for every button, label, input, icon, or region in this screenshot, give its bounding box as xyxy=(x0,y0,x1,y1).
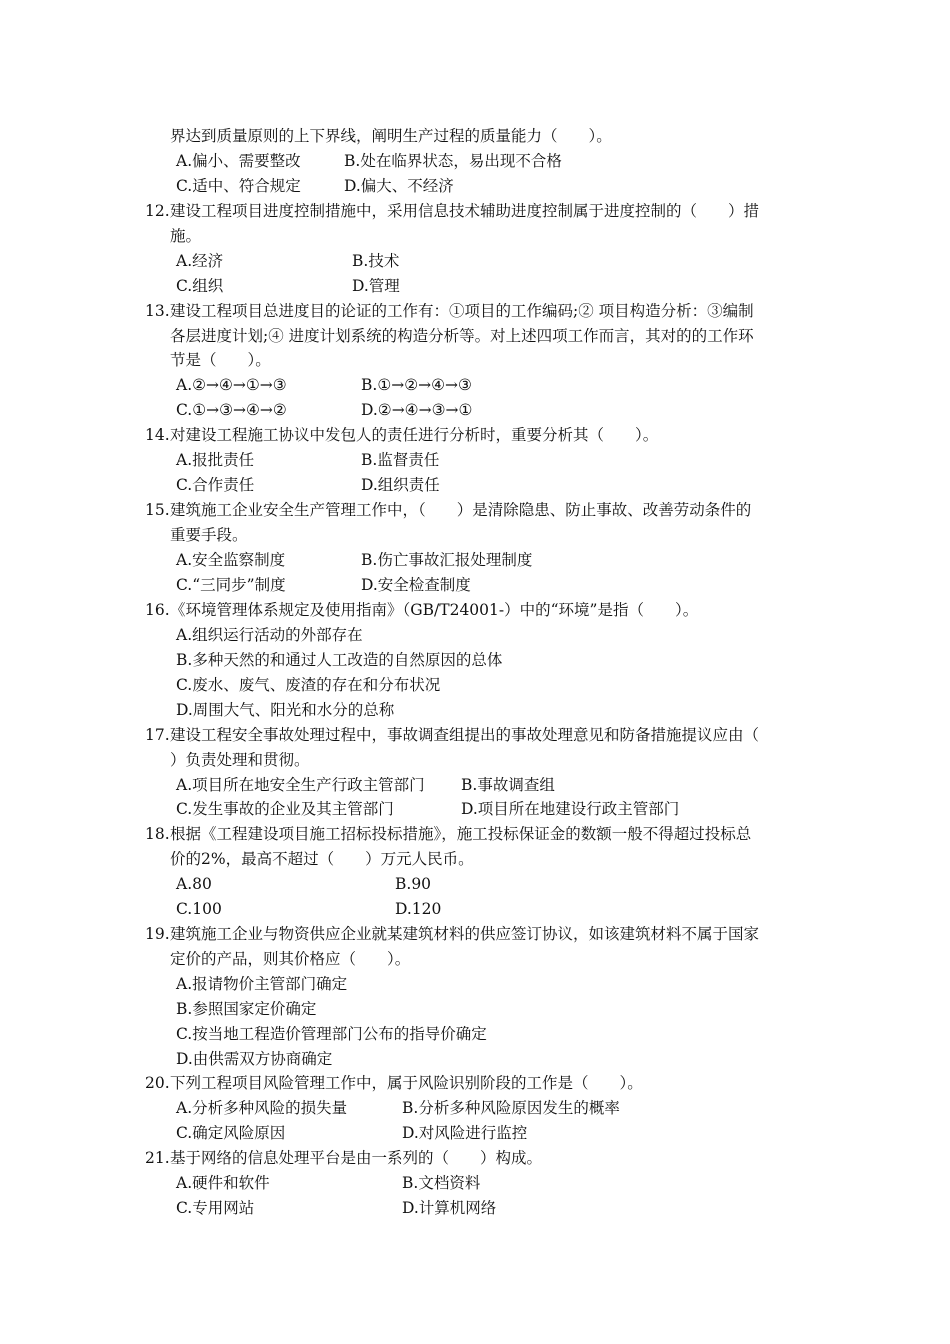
question-number: 21. xyxy=(145,1149,170,1167)
question-number: 17. xyxy=(145,726,170,744)
option-a: A.报批责任 xyxy=(176,451,255,469)
option-a: A.偏小、需要整改 xyxy=(176,152,301,170)
option-c: C.适中、符合规定 xyxy=(176,177,301,195)
question-text-line: 各层进度计划;④ 进度计划系统的构造分析等。对上述四项工作而言，其对的的工作环 xyxy=(170,327,754,345)
option-c: C.“三同步”制度 xyxy=(176,576,286,594)
option-d: D.偏大、不经济 xyxy=(344,177,454,195)
option-d: D.②→④→③→① xyxy=(361,401,473,419)
option-d: D.组织责任 xyxy=(361,476,440,494)
question-text-line: 价的2%，最高不超过（ ）万元人民币。 xyxy=(170,850,474,868)
question-text-line: 《环境管理体系规定及使用指南》（GB/T24001-）中的“环境”是指（ ）。 xyxy=(170,601,699,619)
option-b: B.分析多种风险原因发生的概率 xyxy=(402,1099,620,1117)
question-number: 16. xyxy=(145,601,170,619)
question-text-line: 重要手段。 xyxy=(170,526,248,544)
question-number: 15. xyxy=(145,501,170,519)
option-b: B.处在临界状态，易出现不合格 xyxy=(344,152,562,170)
option-b: B.伤亡事故汇报处理制度 xyxy=(361,551,533,569)
question-text-line: ）负责处理和贯彻。 xyxy=(170,751,310,769)
option-d: D.对风险进行监控 xyxy=(402,1124,528,1142)
question-text-line: 施。 xyxy=(170,227,202,245)
question-text-line: 建设工程安全事故处理过程中，事故调查组提出的事故处理意见和防备措施提议应由（ xyxy=(170,726,760,744)
option-a: A.经济 xyxy=(176,252,224,270)
option-b: B.事故调查组 xyxy=(461,776,555,794)
option-c: C.①→③→④→② xyxy=(176,401,287,419)
question-number: 18. xyxy=(145,825,170,843)
option-a: A.分析多种风险的损失量 xyxy=(176,1099,348,1117)
option-b: B.90 xyxy=(395,875,432,893)
option-a: A.硬件和软件 xyxy=(176,1174,270,1192)
option-c: C.发生事故的企业及其主管部门 xyxy=(176,800,394,818)
option-a: A.报请物价主管部门确定 xyxy=(176,975,348,993)
option-a: A.项目所在地安全生产行政主管部门 xyxy=(176,776,425,794)
option-b: B.技术 xyxy=(352,252,400,270)
question-number: 13. xyxy=(145,302,170,320)
question-text-line: 根据《工程建设项目施工招标投标措施》，施工投标保证金的数额一般不得超过投标总 xyxy=(170,825,752,843)
question-number: 12. xyxy=(145,202,170,220)
option-c: C.合作责任 xyxy=(176,476,255,494)
question-number: 19. xyxy=(145,925,170,943)
option-b: B.多种天然的和通过人工改造的自然原因的总体 xyxy=(176,651,503,669)
option-a: A.组织运行活动的外部存在 xyxy=(176,626,363,644)
question-number: 14. xyxy=(145,426,170,444)
question-text-line: 基于网络的信息处理平台是由一系列的（ ）构成。 xyxy=(170,1149,543,1167)
question-text-line: 界达到质量原则的上下界线，阐明生产过程的质量能力（ ）。 xyxy=(170,127,612,145)
question-text-line: 建设工程项目总进度目的论证的工作有：①项目的工作编码;② 项目构造分析：③编制 xyxy=(170,302,754,320)
question-number: 20. xyxy=(145,1074,170,1092)
option-a: A.80 xyxy=(176,875,212,893)
question-text-line: 建筑施工企业安全生产管理工作中，（ ）是清除隐患、防止事故、改善劳动条件的 xyxy=(170,501,752,519)
option-b: B.参照国家定价确定 xyxy=(176,1000,317,1018)
option-b: B.①→②→④→③ xyxy=(361,376,472,394)
option-c: C.确定风险原因 xyxy=(176,1124,286,1142)
option-b: B.文档资料 xyxy=(402,1174,481,1192)
option-d: D.计算机网络 xyxy=(402,1199,497,1217)
option-d: D.项目所在地建设行政主管部门 xyxy=(461,800,680,818)
option-c: C.100 xyxy=(176,900,222,918)
option-a: A.安全监察制度 xyxy=(176,551,286,569)
question-text-line: 节是（ ）。 xyxy=(170,351,271,369)
question-text-line: 对建设工程施工协议中发包人的责任进行分析时，重要分析其（ ）。 xyxy=(170,426,659,444)
option-c: C.废水、废气、废渣的存在和分布状况 xyxy=(176,676,441,694)
option-d: D.安全检查制度 xyxy=(361,576,471,594)
option-c: C.专用网站 xyxy=(176,1199,255,1217)
question-text-line: 建筑施工企业与物资供应企业就某建筑材料的供应签订协议，如该建筑材料不属于国家 xyxy=(170,925,760,943)
option-d: D.由供需双方协商确定 xyxy=(176,1050,333,1068)
question-text-line: 下列工程项目风险管理工作中，属于风险识别阶段的工作是（ ）。 xyxy=(170,1074,643,1092)
question-text-line: 建设工程项目进度控制措施中，采用信息技术辅助进度控制属于进度控制的（ ）措 xyxy=(170,202,760,220)
option-d: D.周围大气、阳光和水分的总称 xyxy=(176,701,395,719)
option-b: B.监督责任 xyxy=(361,451,440,469)
option-c: C.组织 xyxy=(176,277,224,295)
option-d: D.管理 xyxy=(352,277,400,295)
option-d: D.120 xyxy=(395,900,442,918)
option-a: A.②→④→①→③ xyxy=(176,376,287,394)
option-c: C.按当地工程造价管理部门公布的指导价确定 xyxy=(176,1025,487,1043)
question-text-line: 定价的产品，则其价格应（ ）。 xyxy=(170,950,411,968)
